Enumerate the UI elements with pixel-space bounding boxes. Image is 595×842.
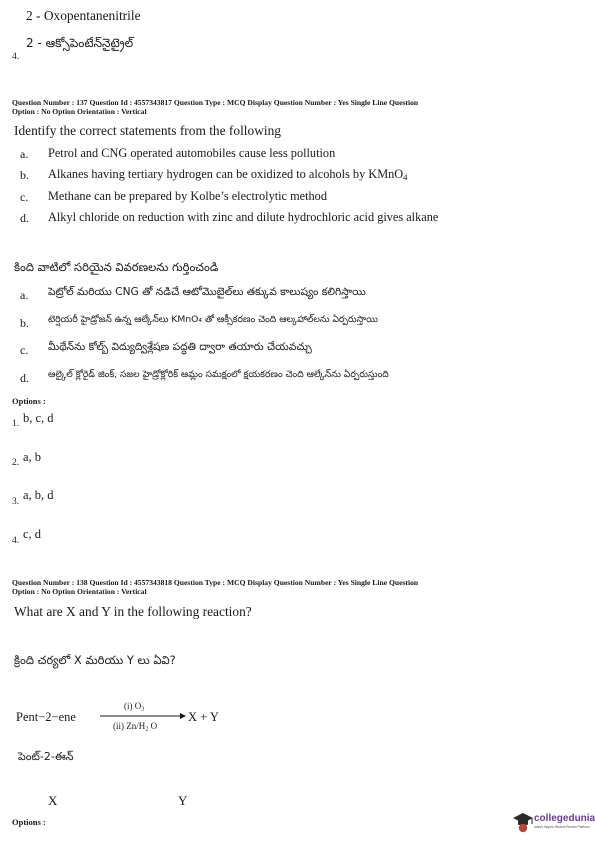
- q137-option-4-text[interactable]: c, d: [23, 527, 42, 541]
- prev-option-number: 4.: [12, 52, 20, 62]
- q138-meta-line2: Option : No Option Orientation : Vertical: [12, 587, 147, 596]
- q138-question-te: క్రింది చర్యలో X మరియు Y లు ఏవి?: [14, 653, 176, 667]
- reactant-te: పెంట్-2-ఈన్: [18, 750, 74, 763]
- q137-stmt-text-b: [48, 167, 407, 182]
- reaction-reagent-below-main: (ii) Zn/H: [113, 721, 146, 731]
- reaction-reagent-below: [113, 721, 157, 733]
- q137-option-3-text[interactable]: a, b, d: [23, 488, 54, 502]
- q137-option-1-num: 1.: [12, 419, 20, 429]
- watermark-brand: collegedunia: [534, 813, 595, 824]
- q137-te-label-d: d.: [20, 371, 29, 385]
- reaction-product: X + Y: [188, 710, 219, 724]
- watermark-tagline: India's largest Student Review Platform: [534, 825, 590, 829]
- collegedunia-watermark: [512, 811, 595, 833]
- q137-te-text-d: ఆల్కైల్ క్లోరైడ్ జింక్, సజల హైడ్రోక్లోరిక్ ఆమ్లం సమక్షంలో క్షయకరణం చెంది ఆల్కేన్‌ను ఏర్పరుస్తుంది: [48, 369, 389, 380]
- column-x-header: X: [48, 793, 58, 808]
- reaction-reactant: Pent−2−ene: [16, 710, 76, 724]
- q137-stmt-text-b-main: Alkanes having tertiary hydrogen can be oxidized to alcohols by KMnO: [48, 167, 404, 181]
- reaction-reagent-above-main: (i) O: [124, 701, 142, 711]
- q137-stmt-text-a: Petrol and CNG operated automobiles cause less pollution: [48, 146, 336, 160]
- q137-te-text-c: మీథేన్‌ను కోల్బ్ విద్యుద్విశ్లేషణ పద్ధతి ద్వారా తయారు చేయవచ్చు: [48, 341, 312, 353]
- q137-meta-line1: Question Number : 137 Question Id : 4557343817 Question Type : MCQ Display Question Number : Yes Single Line Question: [12, 98, 419, 107]
- q137-option-2-text[interactable]: a, b: [23, 450, 42, 464]
- q138-meta-line1: Question Number : 138 Question Id : 4557343818 Question Type : MCQ Display Question Number : Yes Single Line Question: [12, 578, 419, 587]
- q137-te-label-b: b.: [20, 316, 29, 330]
- q137-question-en: Identify the correct statements from the following: [14, 123, 281, 138]
- q137-options-label: Options :: [12, 396, 46, 406]
- q137-te-text-a: పెట్రోల్ మరియు CNG తో నడిచే ఆటోమొబైల్‌లు తక్కువ కాలుష్యం కలిగిస్తాయి: [48, 286, 366, 298]
- reaction-arrow-icon: [100, 712, 186, 720]
- prev-option-4-te: 2 - ఆక్సోపెంటేన్‌నైట్రైల్: [26, 36, 134, 50]
- q138-options-label: Options :: [12, 817, 46, 827]
- reaction-reagent-below-sub: 2: [145, 725, 149, 733]
- q137-te-text-b: టెర్షియరీ హైడ్రోజన్ ఉన్న ఆల్కేన్‌లు KMnO₄ తో ఆక్సీకరణం చెంది ఆల్కహాల్‌లను ఏర్పరుస్తాయి: [48, 314, 378, 325]
- q137-option-4-num: 4.: [12, 536, 20, 546]
- q137-option-1-text[interactable]: b, c, d: [23, 411, 54, 425]
- reaction-reagent-below-tail: O: [150, 721, 158, 731]
- q137-stmt-label-c: c.: [20, 190, 29, 204]
- prev-option-3-en: 2 - Oxopentanenitrile: [26, 8, 141, 23]
- graduate-cap-icon: [512, 811, 534, 833]
- q137-stmt-label-b: b.: [20, 168, 29, 182]
- q137-question-te: కింది వాటిలో సరియైన వివరణలను గుర్తించండి: [14, 260, 219, 274]
- q137-stmt-label-a: a.: [20, 147, 29, 161]
- reaction-reagent-above-sub: 3: [141, 705, 145, 713]
- q137-stmt-label-d: d.: [20, 211, 29, 225]
- q137-te-label-a: a.: [20, 288, 29, 302]
- q137-te-label-c: c.: [20, 343, 29, 357]
- q137-meta-line2: Option : No Option Orientation : Vertical: [12, 107, 147, 116]
- q137-option-2-num: 2.: [12, 458, 20, 468]
- q137-option-3-num: 3.: [12, 497, 20, 507]
- column-y-header: Y: [178, 793, 188, 808]
- reaction-reagent-above: [124, 701, 144, 713]
- q137-stmt-text-b-sub: 4: [403, 172, 408, 183]
- q137-stmt-text-d: Alkyl chloride on reduction with zinc and dilute hydrochloric acid gives alkane: [48, 210, 439, 224]
- q137-stmt-text-c: Methane can be prepared by Kolbe’s electrolytic method: [48, 189, 327, 203]
- q138-question-en: What are X and Y in the following reaction?: [14, 604, 252, 619]
